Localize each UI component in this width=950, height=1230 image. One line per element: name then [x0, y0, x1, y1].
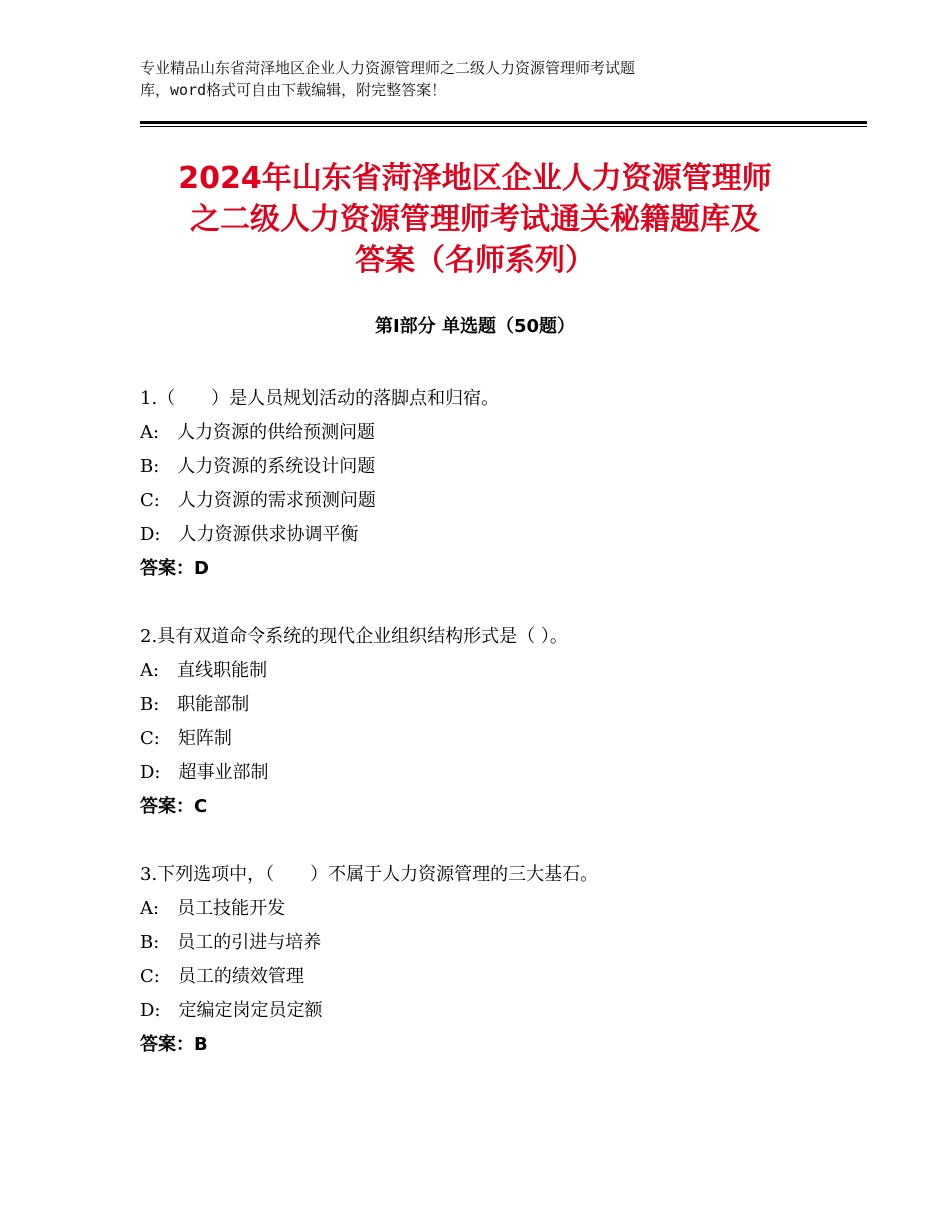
header-rule-thin — [140, 126, 867, 127]
answer: 答案：D — [140, 558, 209, 579]
answer: 答案：B — [140, 1034, 208, 1055]
option-a: A: 员工技能开发 — [140, 898, 286, 919]
section-title: 第Ⅰ部分 单选题（50题） — [374, 316, 575, 337]
answer: 答案：C — [140, 796, 208, 817]
option-d: D: 定编定岗定员定额 — [140, 1000, 323, 1021]
option-a: A: 人力资源的供给预测问题 — [140, 422, 376, 443]
option-d: D: 人力资源供求协调平衡 — [140, 524, 359, 545]
question-list — [140, 382, 860, 1096]
option-b: B: 人力资源的系统设计问题 — [140, 456, 376, 477]
question-stem: 1.（ ）是人员规划活动的落脚点和归宿。 — [140, 388, 500, 409]
title-line-3: 答案（名师系列） — [355, 243, 595, 278]
question-2 — [140, 620, 860, 824]
option-c: C: 人力资源的需求预测问题 — [140, 490, 376, 511]
option-c: C: 员工的绩效管理 — [140, 966, 304, 987]
option-a: A: 直线职能制 — [140, 660, 268, 681]
header-note-line-2: 库，word格式可自由下载编辑，附完整答案！ — [140, 81, 447, 99]
document-header-note — [140, 57, 780, 101]
question-1 — [140, 382, 860, 586]
title-line-1: 2024年山东省菏泽地区企业人力资源管理师 — [178, 161, 772, 196]
option-b: B: 职能部制 — [140, 694, 250, 715]
option-c: C: 矩阵制 — [140, 728, 232, 749]
question-stem: 2.具有双道命令系统的现代企业组织结构形式是（ ）。 — [140, 626, 568, 647]
question-3 — [140, 858, 860, 1062]
question-stem: 3.下列选项中，（ ）不属于人力资源管理的三大基石。 — [140, 864, 599, 885]
title-line-2: 之二级人力资源管理师考试通关秘籍题库及 — [190, 202, 760, 237]
option-d: D: 超事业部制 — [140, 762, 269, 783]
header-rule-thick — [140, 121, 867, 124]
option-b: B: 员工的引进与培养 — [140, 932, 322, 953]
header-note-line-1: 专业精品山东省菏泽地区企业人力资源管理师之二级人力资源管理师考试题 — [140, 59, 636, 77]
document-title — [110, 158, 840, 281]
